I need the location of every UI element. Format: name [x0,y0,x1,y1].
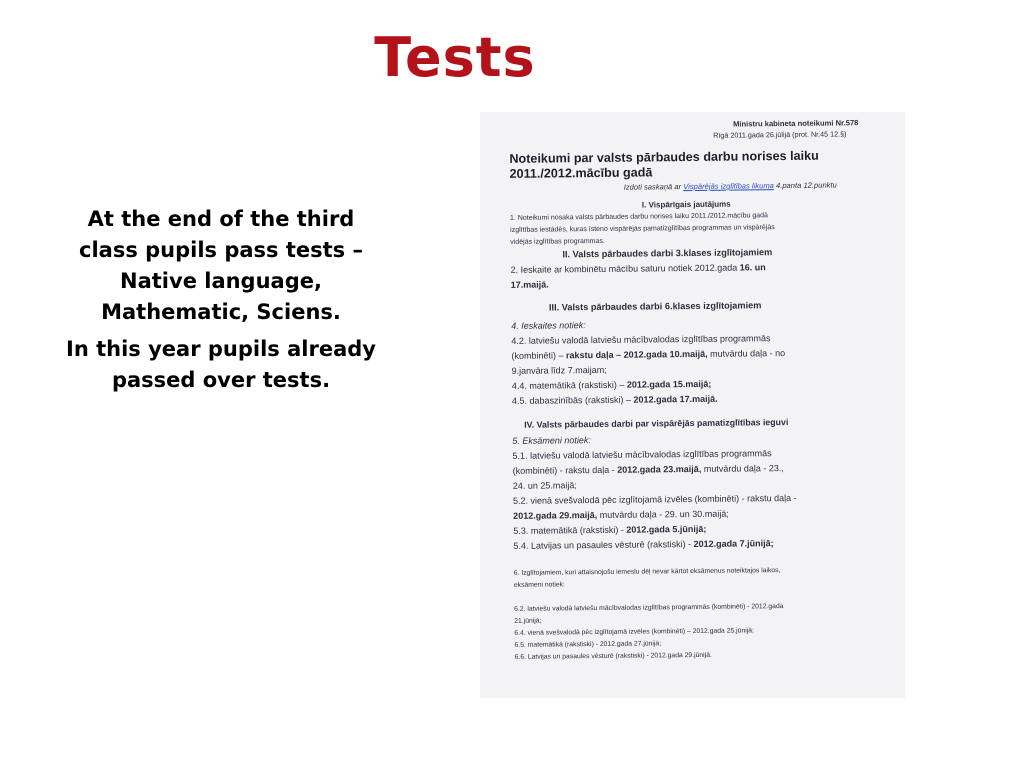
doc-p5: 5. Eksāmeni notiek: [512,435,591,446]
doc-p51-line-2: (kombinēti) - rakstu daļa - 2012.gada 23.maijā, mutvārdu daļa - 23., [512,463,784,476]
doc-p51-line-3: 24. un 25.maijā; [512,480,577,491]
doc-p4: 4. Ieskaites notiek: [511,320,586,331]
doc-p42-line-1: 4.2. latviešu valodā latviešu mācībvalodas izglītības programmās [511,333,771,346]
doc-p51-line-1: 5.1. latviešu valodā latviešu mācībvalodas izglītības programmās [512,448,772,461]
doc-p1-line-3: vidējās izglītības programmas. [510,237,605,246]
doc-section-4-heading: IV. Valsts pārbaudes darbi par vispārējās pamatizglītības ieguvi [524,416,789,430]
doc-p1-line-1: 1. Noteikumi nosaka valsts pārbaudes darbu norises laiku 2011./2012.mācību gadā [509,212,768,222]
doc-p6-line-1: 6. Izglītojamiem, kuri attaisnojošu iemeslu dēļ nevar kārtot eksāmenus noteiktajos laikos, [513,567,781,577]
doc-section-1-heading: I. Vispārīgais jautājums [641,199,731,210]
doc-p62-line-1: 6.2. latviešu valodā latviešu mācībvalodas izglītības programmās (kombinēti) - 2012.gada [514,603,784,613]
doc-p6-line-2: eksāmeni notiek: [513,581,565,589]
doc-header-regulation-number: Ministru kabineta noteikumi Nr.578 [733,118,859,129]
body-paragraph-2: In this year pupils already passed over tests. [66,337,376,392]
doc-section-3-heading: III. Valsts pārbaudes darbi 6.klases izglītojamiem [548,300,762,313]
doc-p52-line-1: 5.2. vienā svešvalodā pēc izglītojamā izvēles (kombinēti) - rakstu daļa - [512,492,797,506]
doc-p52-line-2: 2012.gada 29.maijā, mutvārdu daļa - 29. un 30.maijā; [513,508,729,521]
doc-title-line-2: 2011./2012.mācību gadā [509,165,653,181]
doc-p2-line-2: 17.maijā. [510,279,549,290]
doc-p54: 5.4. Latvijas un pasaules vēsturē (rakstiski) - 2012.gada 7.jūnijā; [513,538,774,551]
regulation-document [480,112,905,698]
doc-p53: 5.3. matemātikā (rakstiski) - 2012.gada 5.jūnijā; [513,523,707,536]
doc-header-date: Rīgā 2011.gada 26.jūlijā (prot. Nr.45 12.§) [713,129,847,140]
doc-p64: 6.4. vienā svešvalodā pēc izglītojamā izvēles (kombinēti) – 2012.gada 25.jūnijā; [514,627,754,637]
doc-p62-line-2: 21.jūnijā; [514,617,542,625]
doc-issued-line: Izdoti saskaņā ar Vispārējās izglītības likuma 4.panta 12.punktu [623,180,837,192]
doc-p65: 6.5. matemātikā (rakstiski) - 2012.gada 27.jūnijā; [514,640,662,649]
doc-p42-line-3: 9.janvāra līdz 7.maijam; [511,364,607,376]
doc-p1-line-2: izglītības iestādēs, kuras īsteno vispārējās pamatizglītības programmas un vispārējās [510,224,775,234]
slide-title: Tests [374,26,536,89]
doc-p44: 4.4. matemātikā (rakstiski) – 2012.gada 15.maijā; [511,378,712,391]
doc-p2-line-1: 2. Ieskaite ar kombinētu mācību saturu notiek 2012.gada 16. un [510,262,766,275]
slide-body-text [62,204,380,402]
doc-section-2-heading: II. Valsts pārbaudes darbi 3.klases izglītojamiem [562,247,773,260]
law-link[interactable]: Vispārējās izglītības likuma [683,181,774,192]
doc-title-line-1: Noteikumi par valsts pārbaudes darbu norises laiku [509,148,819,166]
doc-p42-line-2: (kombinēti) – rakstu daļa – 2012.gada 10.maijā, mutvārdu daļa - no [511,348,786,361]
doc-p45: 4.5. dabaszinībās (rakstiski) – 2012.gada 17.maijā. [511,393,718,406]
scanned-document-image [480,112,905,698]
doc-p66: 6.6. Latvijas un pasaules vēsturē (rakstiski) - 2012.gada 29.jūnijā. [514,651,712,661]
body-paragraph-1: At the end of the third class pupils pass tests – Native language, Mathematic, Sciens. [79,207,363,324]
